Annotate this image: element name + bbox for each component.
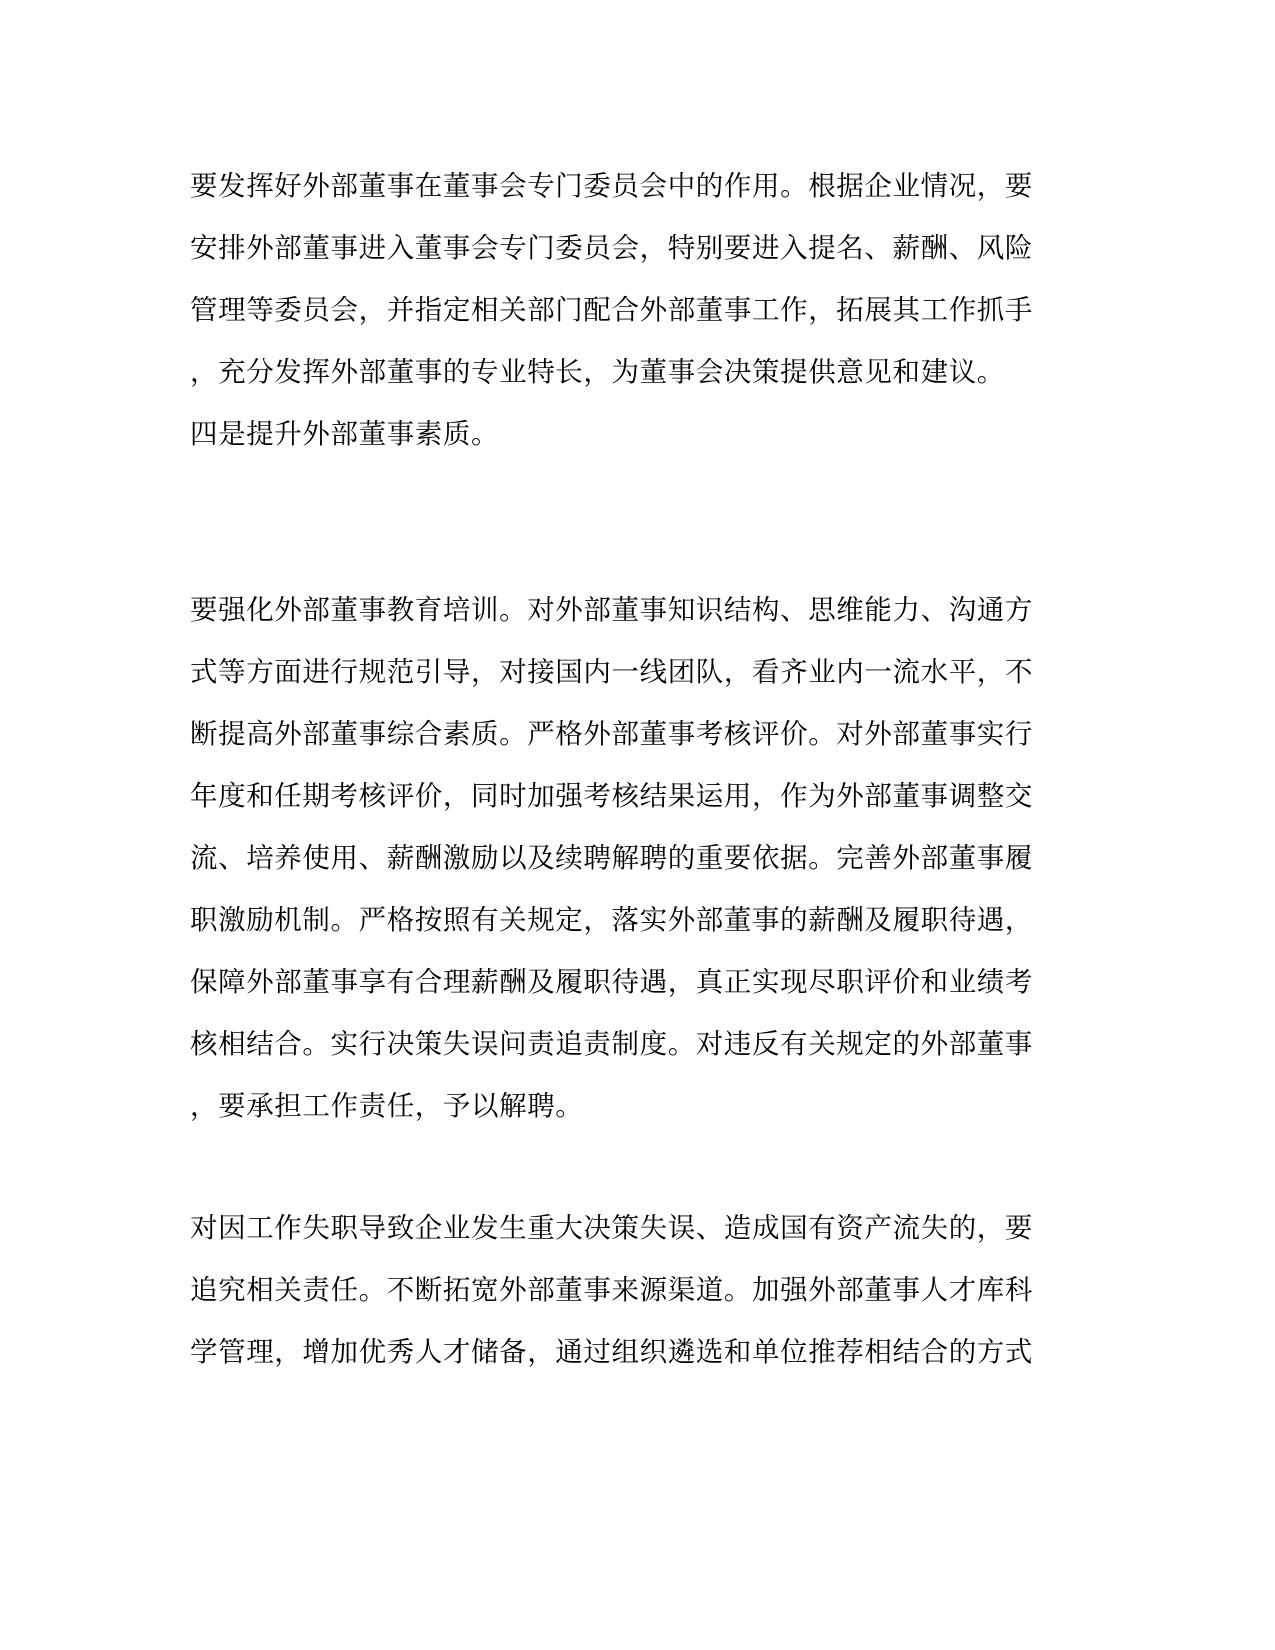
paragraph-line: 核相结合。实行决策失误问责追责制度。对违反有关规定的外部董事 [190, 1028, 1033, 1060]
paragraph-line: 学管理，增加优秀人才储备，通过组织遴选和单位推荐相结合的方式 [190, 1336, 1033, 1368]
paragraph-line: 流、培养使用、薪酬激励以及续聘解聘的重要依据。完善外部董事履 [190, 842, 1033, 874]
paragraph-line: 要发挥好外部董事在董事会专门委员会中的作用。根据企业情况，要 [190, 170, 1033, 202]
paragraph-line: 年度和任期考核评价，同时加强考核结果运用，作为外部董事调整交 [190, 780, 1033, 812]
paragraph-line: 式等方面进行规范引导，对接国内一线团队，看齐业内一流水平，不 [190, 656, 1033, 688]
paragraph-line: 管理等委员会，并指定相关部门配合外部董事工作，拓展其工作抓手 [190, 294, 1033, 326]
paragraph-line: ，充分发挥外部董事的专业特长，为董事会决策提供意见和建议。 [190, 356, 1005, 388]
section-heading: 四是提升外部董事素质。 [190, 418, 500, 450]
paragraph-line: 追究相关责任。不断拓宽外部董事来源渠道。加强外部董事人才库科 [190, 1274, 1033, 1306]
paragraph-line: 对因工作失职导致企业发生重大决策失误、造成国有资产流失的，要 [190, 1212, 1033, 1244]
paragraph-line: 断提高外部董事综合素质。严格外部董事考核评价。对外部董事实行 [190, 718, 1033, 750]
paragraph-line: 保障外部董事享有合理薪酬及履职待遇，真正实现尽职评价和业绩考 [190, 966, 1033, 998]
paragraph-line: 职激励机制。严格按照有关规定，落实外部董事的薪酬及履职待遇， [190, 904, 1033, 936]
paragraph-line: 要强化外部董事教育培训。对外部董事知识结构、思维能力、沟通方 [190, 594, 1033, 626]
paragraph-line: ，要承担工作责任，予以解聘。 [190, 1090, 584, 1122]
paragraph-line: 安排外部董事进入董事会专门委员会，特别要进入提名、薪酬、风险 [190, 232, 1033, 264]
